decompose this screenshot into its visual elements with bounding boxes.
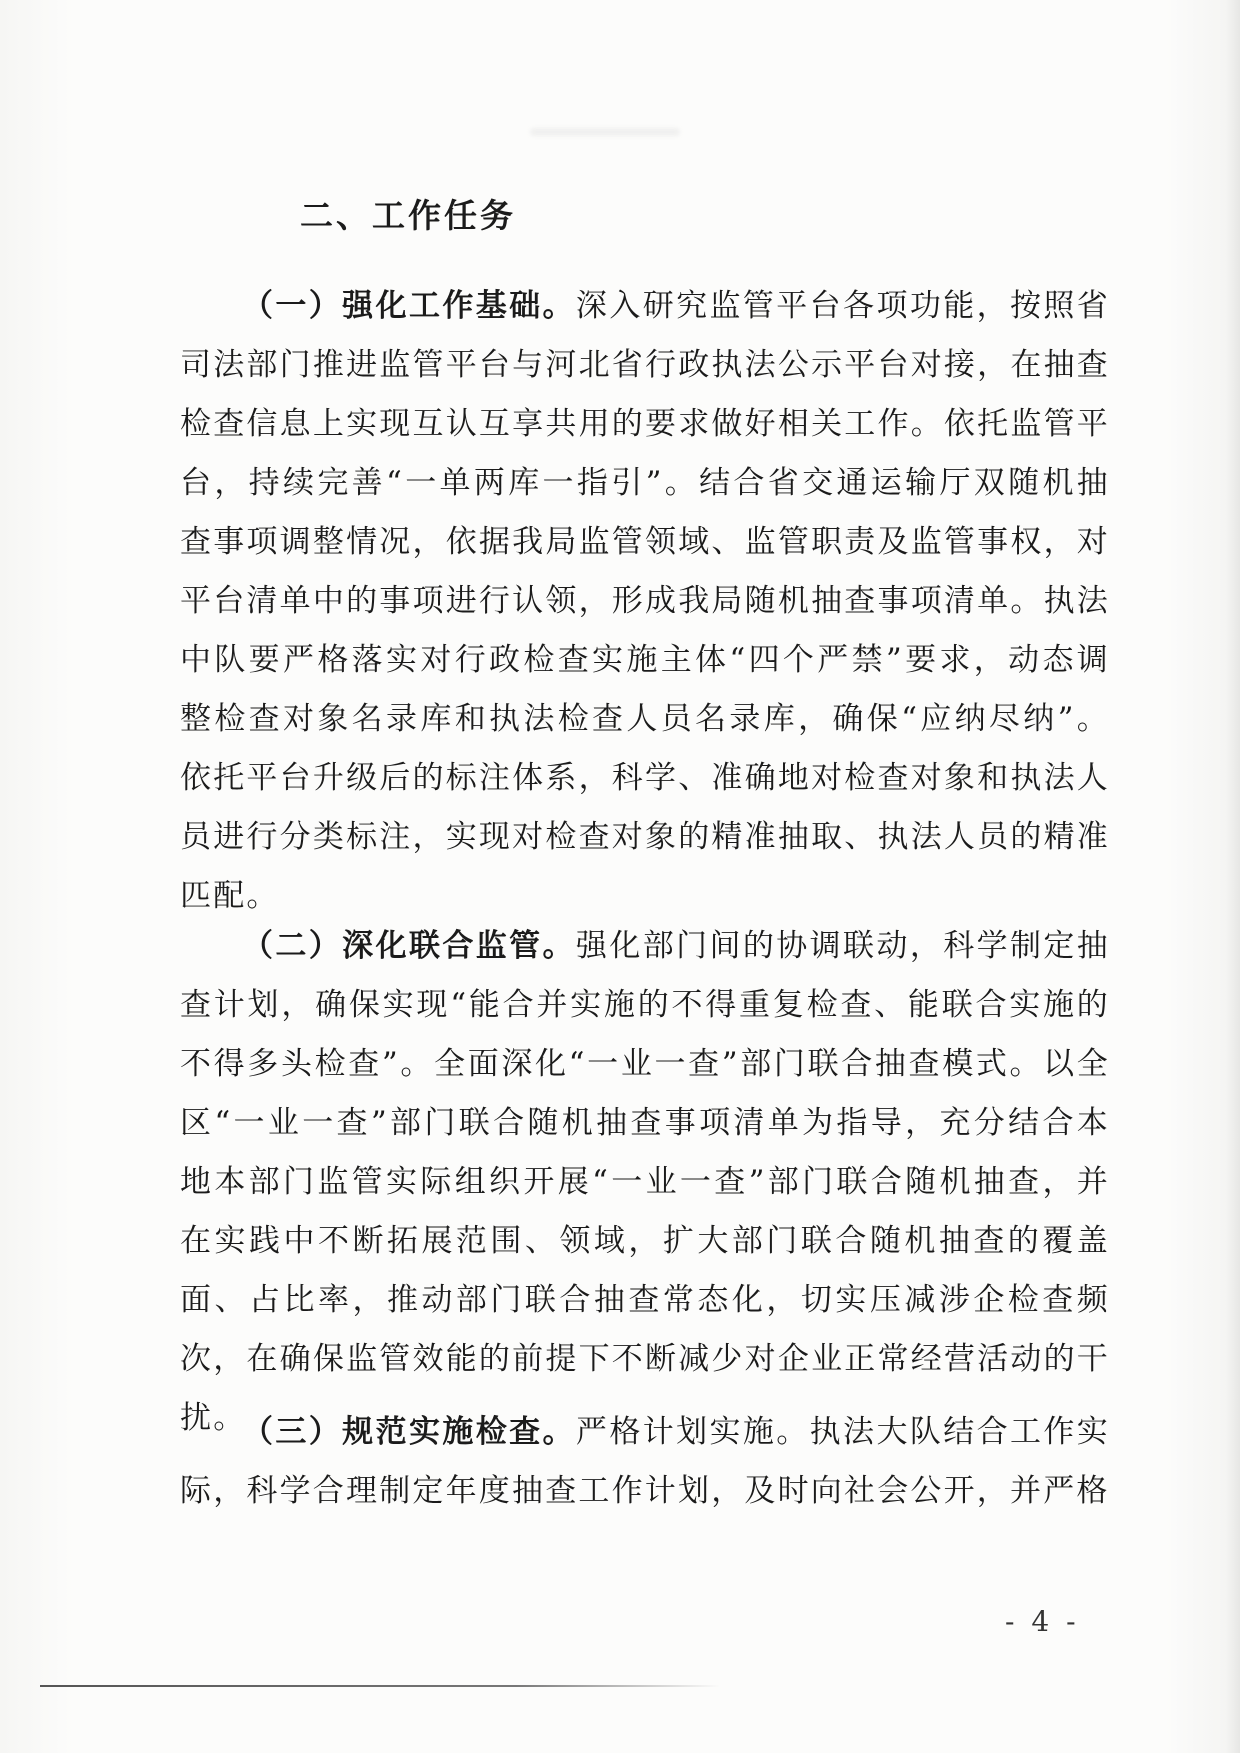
paragraph-lead: （二）深化联合监管。 [242, 928, 576, 964]
paragraph-body: 强化部门间的协调联动，科学制定抽查计划，确保实现“能合并实施的不得重复检查、能联合实施的不得多头检查”。全面深化“一业一查”部门联合抽查模式。以全区“一业一查”部门联合随机抽查事项清单为指导，充分结合本地本部门监管实际组织开展“一业一查”部门联合随机抽查，并在实践中不断拓展范围、领域，扩大部门联合随机抽查的覆盖面、占比率，推动部门联合抽查常态化，切实压减涉企检查频次，在确保监管效能的前提下不断减少对企业正常经营活动的干扰。 [180, 928, 1110, 1436]
paragraph-body: 深入研究监管平台各项功能，按照省司法部门推进监管平台与河北省行政执法公示平台对接，在抽查检查信息上实现互认互享共用的要求做好相关工作。依托监管平台，持续完善“一单两库一指引”。结合省交通运输厅双随机抽查事项调整情况，依据我局监管领域、监管职责及监管事权，对平台清单中的事项进行认领，形成我局随机抽查事项清单。执法中队要严格落实对行政检查实施主体“四个严禁”要求，动态调整检查对象名录库和执法检查人员名录库，确保“应纳尽纳”。依托平台升级后的标注体系，科学、准确地对检查对象和执法人员进行分类标注，实现对检查对象的精准抽取、执法人员的精准匹配。 [180, 288, 1110, 914]
section-heading: 二、工作任务 [300, 196, 516, 235]
paragraph-joint-supervision [180, 917, 1110, 1448]
page-edge-shadow [1226, 0, 1240, 1753]
paragraph-standardize-inspection [180, 1403, 1110, 1521]
paragraph-strengthen-foundation [180, 277, 1110, 926]
paragraph-lead: （三）规范实施检查。 [242, 1414, 576, 1450]
page-number: - 4 - [1005, 1605, 1080, 1638]
paragraph-body: 严格计划实施。执法大队结合工作实际，科学合理制定年度抽查工作计划，及时向社会公开，并严格 [180, 1414, 1110, 1509]
scan-smudge [530, 128, 680, 136]
footer-rule [40, 1685, 720, 1687]
paragraph-lead: （一）强化工作基础。 [242, 288, 576, 324]
